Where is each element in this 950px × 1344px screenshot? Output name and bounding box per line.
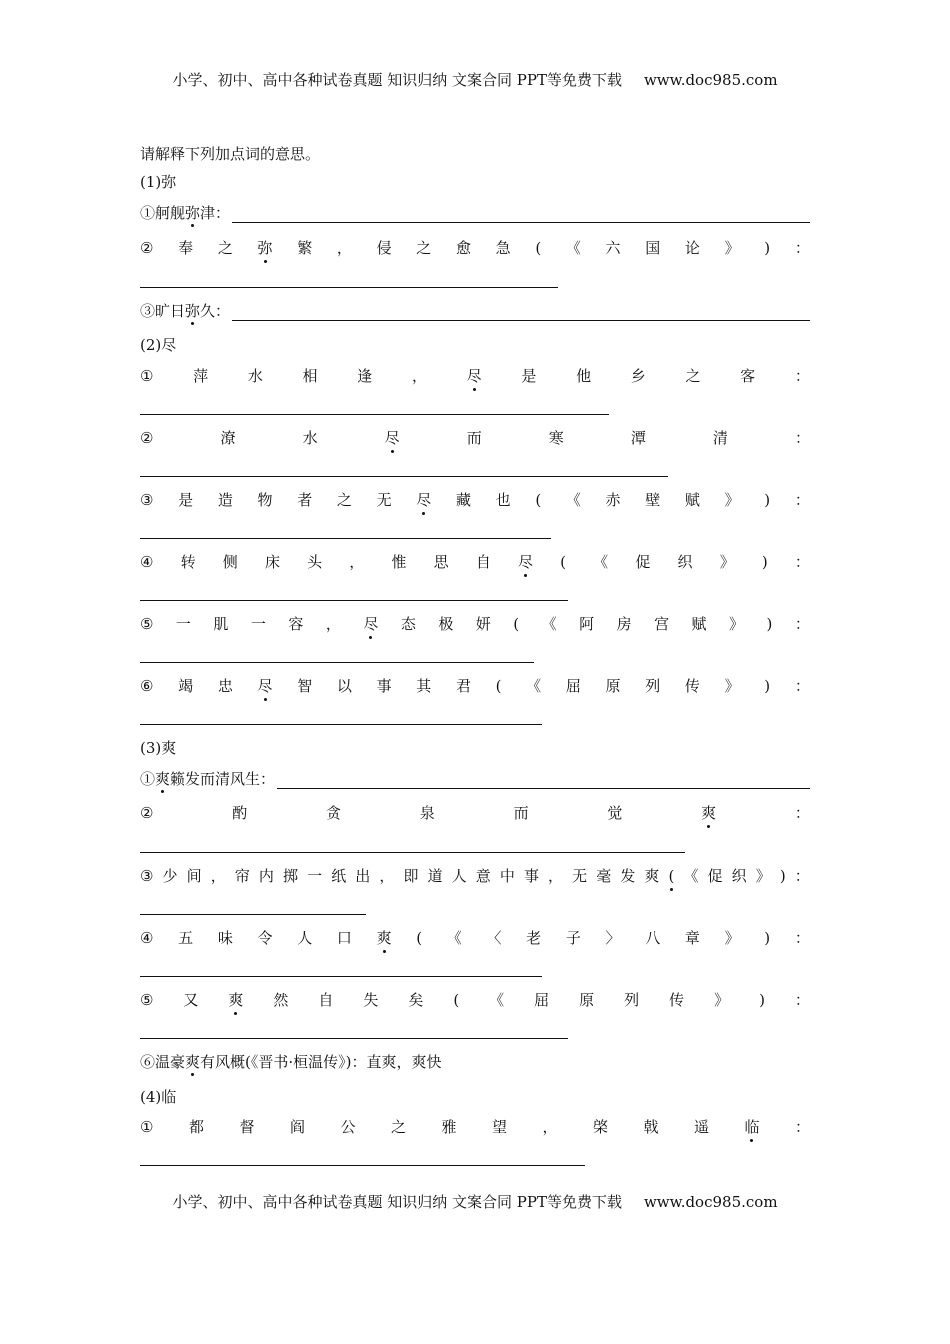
question-char: ( (560, 553, 567, 571)
question-char: 屈 (534, 991, 550, 1009)
question-char: 帘 (234, 867, 250, 885)
question-char: 老 (526, 929, 542, 947)
question-char: ( (535, 239, 542, 257)
question-char: 《 (526, 677, 542, 695)
question-char: 贪 (326, 804, 342, 822)
question-char: ① (140, 367, 154, 385)
question-char: 促 (635, 553, 651, 571)
question-char: 织 (731, 867, 747, 885)
question-char: 之 (390, 1118, 406, 1136)
answer-line[interactable] (232, 305, 810, 321)
question-char: 清 (712, 429, 728, 447)
question-char: 思 (433, 553, 449, 571)
question-char: 失 (363, 991, 379, 1009)
question-char: ， (548, 867, 564, 885)
question-row (140, 866, 810, 886)
question-char: 床 (264, 553, 280, 571)
question-char: 赋 (684, 491, 700, 509)
question-char: ： (794, 367, 810, 385)
question-char: ： (794, 867, 810, 885)
question-char: 寒 (548, 429, 564, 447)
section-title-shuang: (3)爽 (140, 739, 177, 757)
question-char: 人 (451, 867, 467, 885)
question-char: 尽 (257, 677, 273, 695)
question-char: 客 (740, 367, 756, 385)
question-char: 一 (307, 867, 323, 885)
question-char: ( (495, 677, 502, 695)
question-char: 繁 (297, 239, 313, 257)
question-char: ) (779, 867, 786, 885)
question-row (140, 614, 810, 634)
question-char: 传 (684, 677, 700, 695)
question-char: 《 (446, 929, 462, 947)
question-char: 之 (336, 491, 352, 509)
question-char: ： (794, 615, 810, 633)
question-row (140, 990, 810, 1010)
question-char: 以 (336, 677, 352, 695)
question-char: 督 (239, 1118, 255, 1136)
question-char: ) (761, 553, 768, 571)
question-char: 内 (258, 867, 274, 885)
question-row (140, 428, 810, 448)
answer-line[interactable] (140, 414, 609, 415)
question-char: 阿 (579, 615, 595, 633)
footer-text: 小学、初中、高中各种试卷真题 知识归纳 文案合同 PPT等免费下载 (172, 1193, 622, 1211)
question-char: 赤 (605, 491, 621, 509)
answer-line[interactable] (140, 914, 366, 915)
question-char: ： (794, 491, 810, 509)
question-char: ： (794, 677, 810, 695)
question-char: 令 (257, 929, 273, 947)
question-char: 者 (297, 491, 313, 509)
question-char: 一 (250, 615, 266, 633)
question-char: 》 (755, 867, 771, 885)
question-char: 少 (162, 867, 178, 885)
question-char: ③ (140, 867, 154, 885)
answer-line[interactable] (140, 852, 685, 853)
question-char: 妍 (475, 615, 491, 633)
question-char: ⑥ (140, 677, 154, 695)
question-char: 尽 (466, 367, 482, 385)
question-char: 》 (719, 553, 735, 571)
question-row (140, 202, 810, 223)
question-char: ) (764, 929, 771, 947)
question-char: ， (210, 867, 226, 885)
question-char: 《 (593, 553, 609, 571)
question-char: 发 (620, 867, 636, 885)
question-char: 子 (565, 929, 581, 947)
section-title-lin: (4)临 (140, 1088, 177, 1106)
question-char: 赋 (691, 615, 707, 633)
question-char: ① (140, 1118, 154, 1136)
question-char: 《 (565, 239, 581, 257)
answer-line[interactable] (140, 1165, 585, 1166)
question-char: 棨 (592, 1118, 608, 1136)
question-char: 泉 (419, 804, 435, 822)
question-char: 道 (427, 867, 443, 885)
header-text: 小学、初中、高中各种试卷真题 知识归纳 文案合同 PPT等免费下载 (172, 71, 622, 89)
question-char: 惟 (391, 553, 407, 571)
answer-line[interactable] (140, 724, 542, 725)
question-char: 》 (724, 677, 740, 695)
question-char: 人 (297, 929, 313, 947)
question-char: 爽 (376, 929, 392, 947)
question-char: 是 (178, 491, 194, 509)
question-row (140, 928, 810, 948)
question-char: 之 (685, 367, 701, 385)
question-char: 爽 (228, 991, 244, 1009)
question-char: 事 (523, 867, 539, 885)
question-char: 也 (495, 491, 511, 509)
question-char: 》 (724, 239, 740, 257)
question-char: 宫 (654, 615, 670, 633)
question-char: 无 (572, 867, 588, 885)
question-char: ， (349, 553, 365, 571)
question-char: ) (764, 239, 771, 257)
question-text: ①舸舰弥津： (140, 204, 231, 222)
question-row (140, 1117, 810, 1137)
question-row (140, 490, 810, 510)
question-text-answered: ⑥温豪爽有风概(《晋书·桓温传》)：直爽，爽快 (140, 1053, 442, 1071)
question-char: 相 (302, 367, 318, 385)
question-char: ( (668, 867, 675, 885)
question-row (140, 768, 810, 789)
answer-line[interactable] (140, 662, 534, 663)
question-char: 物 (257, 491, 273, 509)
question-row (140, 676, 810, 696)
question-char: 侧 (222, 553, 238, 571)
question-char: 急 (495, 239, 511, 257)
question-char: ④ (140, 929, 154, 947)
question-char: ⑤ (140, 615, 154, 633)
question-char: 列 (645, 677, 661, 695)
question-char: 望 (491, 1118, 507, 1136)
question-char: ) (766, 615, 773, 633)
question-char: 出 (355, 867, 371, 885)
question-char: 原 (579, 991, 595, 1009)
question-char: ) (764, 491, 771, 509)
question-char: 列 (624, 991, 640, 1009)
question-char: 房 (616, 615, 632, 633)
question-char: 尽 (363, 615, 379, 633)
question-char: 口 (336, 929, 352, 947)
question-char: 雅 (441, 1118, 457, 1136)
question-char: 潦 (220, 429, 236, 447)
question-char: ) (759, 991, 765, 1009)
dotted-char: 爽 (155, 770, 171, 788)
question-char: ( (513, 615, 520, 633)
question-char: 传 (669, 991, 685, 1009)
question-char: 章 (684, 929, 700, 947)
question-char: 》 (724, 929, 740, 947)
question-char: 事 (376, 677, 392, 695)
question-char: 织 (677, 553, 693, 571)
question-char: 《 (489, 991, 505, 1009)
question-char: 又 (183, 991, 199, 1009)
answer-line[interactable] (140, 976, 542, 977)
question-char: 原 (605, 677, 621, 695)
question-row (140, 552, 810, 572)
question-char: 六 (605, 239, 621, 257)
question-char: 容 (288, 615, 304, 633)
question-char: 尽 (416, 491, 432, 509)
question-char: 乡 (630, 367, 646, 385)
question-char: 》 (724, 491, 740, 509)
question-char: 都 (188, 1118, 204, 1136)
question-char: 毫 (596, 867, 612, 885)
question-char: 》 (729, 615, 745, 633)
question-char: 是 (521, 367, 537, 385)
question-char: 转 (180, 553, 196, 571)
question-char: 中 (499, 867, 515, 885)
answer-line[interactable] (140, 1038, 568, 1039)
question-text: ③旷日弥久： (140, 302, 231, 320)
question-char: 五 (178, 929, 194, 947)
question-char: 尽 (384, 429, 400, 447)
answer-line[interactable] (277, 773, 810, 789)
question-char: 即 (403, 867, 419, 885)
question-char: 智 (297, 677, 313, 695)
question-char: 《 (565, 491, 581, 509)
question-char: 潭 (630, 429, 646, 447)
question-char: 萍 (193, 367, 209, 385)
page-header (0, 69, 950, 90)
question-char: ④ (140, 553, 154, 571)
question-char: 纸 (331, 867, 347, 885)
header-url: www.doc985.com (643, 71, 778, 89)
page-footer (0, 1191, 950, 1212)
question-char: 间 (186, 867, 202, 885)
answer-line[interactable] (140, 538, 551, 539)
question-char: 爽 (644, 867, 660, 885)
question-char: 《 (541, 615, 557, 633)
question-char: 味 (217, 929, 233, 947)
question-char: ( (535, 491, 542, 509)
question-row (140, 238, 810, 258)
question-char: 奉 (178, 239, 194, 257)
question-char: 促 (707, 867, 723, 885)
question-char: 君 (455, 677, 471, 695)
question-char: ： (794, 429, 810, 447)
question-char: 头 (307, 553, 323, 571)
question-char: 态 (400, 615, 416, 633)
question-char: ， (411, 367, 427, 385)
answer-line[interactable] (232, 207, 810, 223)
question-char: 其 (416, 677, 432, 695)
footer-url: www.doc985.com (643, 1193, 778, 1211)
question-char: 壁 (645, 491, 661, 509)
question-char: 公 (340, 1118, 356, 1136)
question-char: ( (416, 929, 423, 947)
question-char: 水 (247, 367, 263, 385)
answer-line[interactable] (140, 287, 558, 288)
question-char: 觉 (607, 804, 623, 822)
question-char: ： (794, 929, 810, 947)
question-char: 自 (475, 553, 491, 571)
answer-line[interactable] (140, 600, 568, 601)
question-char: ③ (140, 491, 154, 509)
question-char: ⑤ (140, 991, 154, 1009)
question-char: 逢 (357, 367, 373, 385)
question-char: 酌 (232, 804, 248, 822)
question-row (140, 803, 810, 823)
question-char: 阎 (289, 1118, 305, 1136)
question-char: ( (453, 991, 460, 1009)
question-char: 爽 (701, 804, 717, 822)
question-char: 屈 (565, 677, 581, 695)
question-char: 临 (744, 1118, 760, 1136)
answer-line[interactable] (140, 476, 668, 477)
question-char: 他 (576, 367, 592, 385)
question-char: 忠 (217, 677, 233, 695)
question-char: ) (764, 677, 771, 695)
question-char: ： (794, 553, 810, 571)
question-char: 戟 (643, 1118, 659, 1136)
question-char: 一 (175, 615, 191, 633)
question-char: 》 (714, 991, 730, 1009)
question-char: ： (794, 991, 810, 1009)
question-char: 愈 (455, 239, 471, 257)
question-row (140, 300, 810, 321)
question-char: 造 (217, 491, 233, 509)
question-char: ， (336, 239, 352, 257)
question-char: 国 (645, 239, 661, 257)
question-char: 之 (217, 239, 233, 257)
question-char: ② (140, 804, 154, 822)
question-char: ： (794, 1118, 810, 1136)
question-char: 掷 (283, 867, 299, 885)
question-char: ， (379, 867, 395, 885)
question-char: 意 (475, 867, 491, 885)
question-char: 水 (302, 429, 318, 447)
question-char: 尽 (517, 553, 533, 571)
question-char: 侵 (376, 239, 392, 257)
question-text: ①爽籁发而清风生： (140, 770, 276, 788)
question-char: 弥 (257, 239, 273, 257)
instruction: 请解释下列加点词的意思。 (140, 145, 321, 163)
dotted-char: 弥 (185, 204, 201, 222)
question-char: 然 (273, 991, 289, 1009)
question-char: 论 (684, 239, 700, 257)
section-title-jin: (2)尽 (140, 336, 177, 354)
dotted-char: 弥 (185, 302, 201, 320)
question-char: 《 (683, 867, 699, 885)
question-char: ： (794, 804, 810, 822)
question-char: 竭 (178, 677, 194, 695)
question-char: 遥 (693, 1118, 709, 1136)
question-char: 矣 (408, 991, 424, 1009)
question-char: 八 (645, 929, 661, 947)
question-char: 〉 (605, 929, 621, 947)
question-char: 而 (466, 429, 482, 447)
question-char: ， (542, 1118, 558, 1136)
question-row (140, 366, 810, 386)
question-char: ② (140, 429, 154, 447)
question-char: ， (325, 615, 341, 633)
question-char: 极 (438, 615, 454, 633)
question-char: 自 (318, 991, 334, 1009)
question-char: 而 (513, 804, 529, 822)
question-char: ② (140, 239, 154, 257)
question-char: 藏 (455, 491, 471, 509)
question-char: 无 (376, 491, 392, 509)
section-title-mi: (1)弥 (140, 173, 177, 191)
question-char: 〈 (486, 929, 502, 947)
question-char: 肌 (213, 615, 229, 633)
question-char: ： (794, 239, 810, 257)
dotted-char: 爽 (185, 1053, 201, 1071)
question-char: 之 (416, 239, 432, 257)
